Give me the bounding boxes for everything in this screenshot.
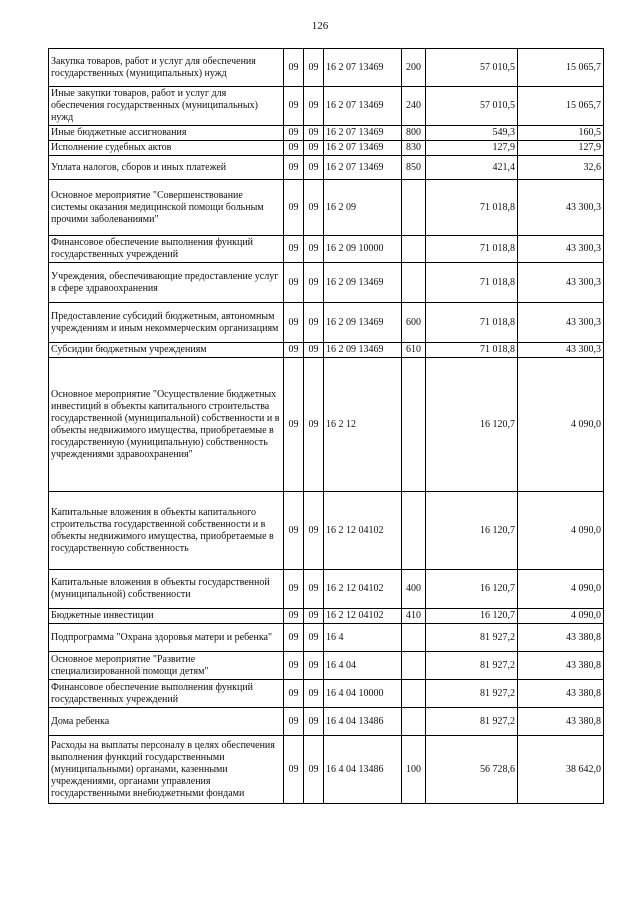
row-subsection-code: 09 [304, 708, 324, 736]
row-section-code: 09 [284, 570, 304, 609]
row-amount-planned: 81 927,2 [426, 652, 518, 680]
row-subsection-code: 09 [304, 263, 324, 303]
row-section-code: 09 [284, 180, 304, 236]
row-expense-type: 800 [402, 126, 426, 141]
row-amount-executed: 43 380,8 [518, 708, 604, 736]
row-target-article: 16 2 12 04102 [324, 492, 402, 570]
row-expense-type [402, 680, 426, 708]
row-target-article: 16 2 07 13469 [324, 126, 402, 141]
row-amount-executed: 43 300,3 [518, 303, 604, 343]
row-amount-executed: 43 380,8 [518, 652, 604, 680]
row-subsection-code: 09 [304, 87, 324, 126]
row-name: Дома ребенка [49, 708, 284, 736]
row-amount-executed: 38 642,0 [518, 736, 604, 804]
row-name: Основное мероприятие "Развитие специализированной помощи детям" [49, 652, 284, 680]
row-section-code: 09 [284, 708, 304, 736]
row-amount-planned: 81 927,2 [426, 708, 518, 736]
row-subsection-code: 09 [304, 141, 324, 156]
row-amount-planned: 421,4 [426, 156, 518, 180]
row-amount-executed: 43 380,8 [518, 680, 604, 708]
row-section-code: 09 [284, 492, 304, 570]
row-amount-planned: 549,3 [426, 126, 518, 141]
row-amount-executed: 4 090,0 [518, 358, 604, 492]
row-subsection-code: 09 [304, 49, 324, 87]
row-amount-planned: 56 728,6 [426, 736, 518, 804]
row-subsection-code: 09 [304, 126, 324, 141]
table-row [49, 680, 604, 708]
budget-table [48, 48, 604, 804]
row-amount-planned: 71 018,8 [426, 343, 518, 358]
row-subsection-code: 09 [304, 236, 324, 263]
row-amount-planned: 71 018,8 [426, 263, 518, 303]
row-expense-type: 100 [402, 736, 426, 804]
table-row [49, 358, 604, 492]
row-subsection-code: 09 [304, 358, 324, 492]
row-expense-type [402, 263, 426, 303]
row-name: Подпрограмма "Охрана здоровья матери и ребенка" [49, 624, 284, 652]
row-amount-executed: 43 300,3 [518, 343, 604, 358]
row-amount-planned: 71 018,8 [426, 180, 518, 236]
row-expense-type: 200 [402, 49, 426, 87]
row-subsection-code: 09 [304, 680, 324, 708]
table-row [49, 609, 604, 624]
row-amount-executed: 4 090,0 [518, 609, 604, 624]
row-expense-type: 850 [402, 156, 426, 180]
row-target-article: 16 4 04 [324, 652, 402, 680]
row-subsection-code: 09 [304, 343, 324, 358]
table-row [49, 343, 604, 358]
row-name: Уплата налогов, сборов и иных платежей [49, 156, 284, 180]
row-section-code: 09 [284, 126, 304, 141]
row-expense-type [402, 708, 426, 736]
row-section-code: 09 [284, 680, 304, 708]
table-row [49, 624, 604, 652]
row-target-article: 16 4 04 13486 [324, 736, 402, 804]
row-amount-executed: 160,5 [518, 126, 604, 141]
table-row [49, 236, 604, 263]
table-row [49, 492, 604, 570]
row-subsection-code: 09 [304, 736, 324, 804]
row-subsection-code: 09 [304, 180, 324, 236]
row-section-code: 09 [284, 343, 304, 358]
row-target-article: 16 4 [324, 624, 402, 652]
row-target-article: 16 2 12 04102 [324, 570, 402, 609]
row-amount-executed: 15 065,7 [518, 87, 604, 126]
row-amount-executed: 43 300,3 [518, 263, 604, 303]
row-target-article: 16 2 12 04102 [324, 609, 402, 624]
row-amount-planned: 81 927,2 [426, 624, 518, 652]
row-amount-executed: 127,9 [518, 141, 604, 156]
row-amount-planned: 16 120,7 [426, 609, 518, 624]
row-subsection-code: 09 [304, 624, 324, 652]
row-section-code: 09 [284, 263, 304, 303]
row-expense-type [402, 180, 426, 236]
row-name: Субсидии бюджетным учреждениям [49, 343, 284, 358]
table-row [49, 303, 604, 343]
table-row [49, 652, 604, 680]
row-amount-planned: 71 018,8 [426, 236, 518, 263]
row-expense-type: 410 [402, 609, 426, 624]
row-expense-type: 600 [402, 303, 426, 343]
row-expense-type [402, 358, 426, 492]
row-expense-type: 240 [402, 87, 426, 126]
row-expense-type: 610 [402, 343, 426, 358]
row-name: Бюджетные инвестиции [49, 609, 284, 624]
row-subsection-code: 09 [304, 303, 324, 343]
row-amount-planned: 127,9 [426, 141, 518, 156]
row-target-article: 16 2 09 [324, 180, 402, 236]
row-expense-type [402, 624, 426, 652]
row-target-article: 16 4 04 13486 [324, 708, 402, 736]
row-section-code: 09 [284, 652, 304, 680]
row-section-code: 09 [284, 358, 304, 492]
row-amount-executed: 32,6 [518, 156, 604, 180]
row-expense-type [402, 492, 426, 570]
row-target-article: 16 2 09 13469 [324, 343, 402, 358]
row-target-article: 16 2 09 13469 [324, 263, 402, 303]
row-target-article: 16 2 07 13469 [324, 156, 402, 180]
row-subsection-code: 09 [304, 609, 324, 624]
table-body [49, 49, 604, 804]
table-row [49, 141, 604, 156]
row-section-code: 09 [284, 87, 304, 126]
row-subsection-code: 09 [304, 156, 324, 180]
row-amount-planned: 57 010,5 [426, 87, 518, 126]
row-amount-executed: 43 300,3 [518, 180, 604, 236]
table-row [49, 49, 604, 87]
row-name: Основное мероприятие "Совершенствование системы оказания медицинской помощи больным прочими заболеваниями" [49, 180, 284, 236]
row-target-article: 16 4 04 10000 [324, 680, 402, 708]
row-amount-executed: 15 065,7 [518, 49, 604, 87]
row-target-article: 16 2 12 [324, 358, 402, 492]
row-amount-planned: 81 927,2 [426, 680, 518, 708]
row-name: Учреждения, обеспечивающие предоставление услуг в сфере здравоохранения [49, 263, 284, 303]
row-section-code: 09 [284, 156, 304, 180]
row-subsection-code: 09 [304, 570, 324, 609]
row-target-article: 16 2 09 13469 [324, 303, 402, 343]
row-name: Исполнение судебных актов [49, 141, 284, 156]
row-section-code: 09 [284, 141, 304, 156]
row-amount-planned: 16 120,7 [426, 358, 518, 492]
row-section-code: 09 [284, 609, 304, 624]
row-expense-type [402, 236, 426, 263]
table-row [49, 180, 604, 236]
row-name: Основное мероприятие "Осуществление бюджетных инвестиций в объекты капитального строительства государственной (муниципальной) собственности и в объекты недвижимого имущества, приобретаемые в государственную (муниципальную) собственность учреждениями здравоохранения" [49, 358, 284, 492]
row-name: Финансовое обеспечение выполнения функций государственных учреждений [49, 680, 284, 708]
row-section-code: 09 [284, 236, 304, 263]
table-row [49, 126, 604, 141]
row-amount-executed: 43 380,8 [518, 624, 604, 652]
row-target-article: 16 2 07 13469 [324, 49, 402, 87]
table-row [49, 156, 604, 180]
row-section-code: 09 [284, 303, 304, 343]
row-expense-type [402, 652, 426, 680]
row-name: Финансовое обеспечение выполнения функций государственных учреждений [49, 236, 284, 263]
row-section-code: 09 [284, 49, 304, 87]
row-target-article: 16 2 07 13469 [324, 87, 402, 126]
row-amount-planned: 71 018,8 [426, 303, 518, 343]
row-amount-executed: 4 090,0 [518, 570, 604, 609]
row-amount-executed: 4 090,0 [518, 492, 604, 570]
row-amount-planned: 16 120,7 [426, 570, 518, 609]
table-row [49, 87, 604, 126]
row-target-article: 16 2 07 13469 [324, 141, 402, 156]
row-name: Капитальные вложения в объекты капитального строительства государственной собственности и в объекты недвижимого имущества, приобретаемые в государственную собственность [49, 492, 284, 570]
row-target-article: 16 2 09 10000 [324, 236, 402, 263]
row-subsection-code: 09 [304, 492, 324, 570]
table-row [49, 263, 604, 303]
row-expense-type: 400 [402, 570, 426, 609]
table-row [49, 708, 604, 736]
table-row [49, 736, 604, 804]
row-amount-planned: 16 120,7 [426, 492, 518, 570]
row-name: Иные закупки товаров, работ и услуг для обеспечения государственных (муниципальных) нужд [49, 87, 284, 126]
row-expense-type: 830 [402, 141, 426, 156]
row-name: Предоставление субсидий бюджетным, автономным учреждениям и иным некоммерческим организациям [49, 303, 284, 343]
table-row [49, 570, 604, 609]
row-amount-executed: 43 300,3 [518, 236, 604, 263]
row-name: Закупка товаров, работ и услуг для обеспечения государственных (муниципальных) нужд [49, 49, 284, 87]
row-section-code: 09 [284, 736, 304, 804]
row-name: Иные бюджетные ассигнования [49, 126, 284, 141]
row-subsection-code: 09 [304, 652, 324, 680]
row-name: Капитальные вложения в объекты государственной (муниципальной) собственности [49, 570, 284, 609]
row-section-code: 09 [284, 624, 304, 652]
page-number: 126 [311, 20, 329, 32]
row-amount-planned: 57 010,5 [426, 49, 518, 87]
row-name: Расходы на выплаты персоналу в целях обеспечения выполнения функций государственными (муниципальными) органами, казенными учреждениями, органами управления государственными внебюджетными фондами [49, 736, 284, 804]
